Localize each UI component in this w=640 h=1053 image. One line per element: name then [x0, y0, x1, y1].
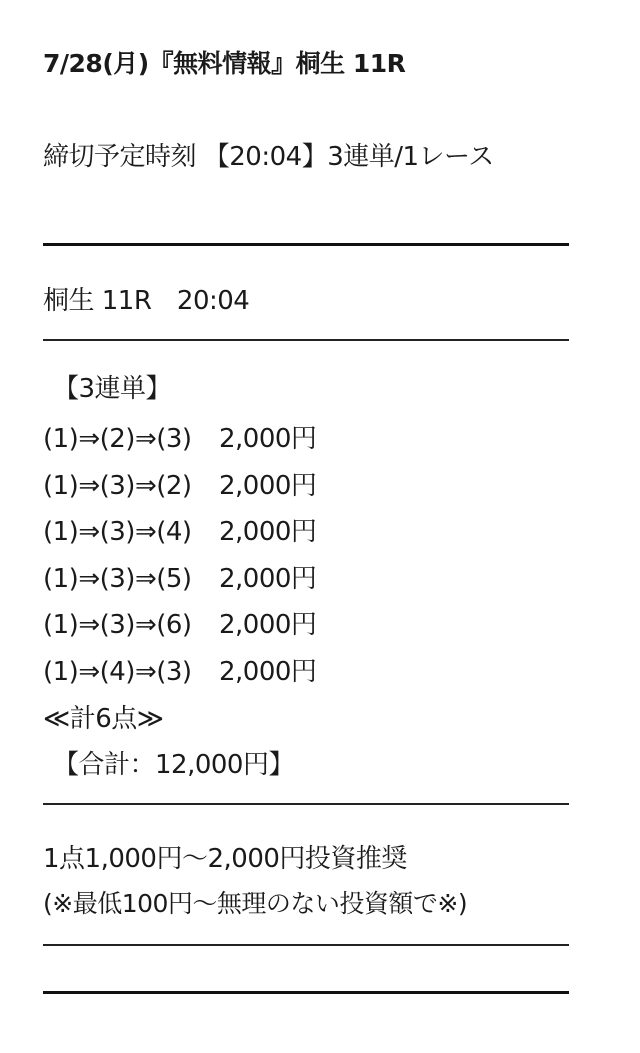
- divider: [43, 944, 569, 946]
- bet-combination: (1)⇒(3)⇒(6): [43, 610, 192, 640]
- bet-row: [43, 604, 316, 651]
- bet-combination: (1)⇒(2)⇒(3): [43, 424, 192, 454]
- post-title: 7/28(月)『無料情報』桐生 11R: [43, 49, 406, 78]
- bet-amount: 2,000円: [219, 610, 317, 640]
- race-info: 桐生 11R 20:04: [43, 286, 250, 316]
- bet-count: ≪計6点≫: [43, 704, 164, 734]
- bet-combination: (1)⇒(3)⇒(4): [43, 517, 192, 547]
- divider: [43, 991, 569, 994]
- bet-combination: (1)⇒(3)⇒(5): [43, 563, 192, 594]
- investment-note: (※最低100円〜無理のない投資額で※): [43, 889, 468, 918]
- bet-row: [43, 418, 316, 465]
- bet-amount: 2,000円: [219, 470, 317, 501]
- divider: [43, 243, 569, 246]
- bet-amount: 2,000円: [219, 656, 317, 687]
- bet-combination: (1)⇒(4)⇒(3): [43, 656, 192, 687]
- bet-total: 【合計：12,000円】: [53, 750, 294, 780]
- bet-amount: 2,000円: [219, 563, 317, 594]
- bet-row: [43, 511, 316, 558]
- bet-amount: 2,000円: [219, 424, 317, 454]
- bet-combination: (1)⇒(3)⇒(2): [43, 470, 192, 501]
- bet-row: [43, 651, 316, 698]
- bet-list: [43, 418, 316, 697]
- bet-type-label: 【3連単】: [53, 374, 172, 404]
- bet-row: [43, 465, 316, 512]
- investment-advice: 1点1,000円〜2,000円投資推奨: [43, 844, 407, 874]
- deadline-text: 締切予定時刻 【20:04】3連単/1レース: [43, 142, 494, 172]
- bet-amount: 2,000円: [219, 517, 317, 547]
- divider: [43, 339, 569, 341]
- divider: [43, 803, 569, 805]
- bet-row: [43, 558, 316, 605]
